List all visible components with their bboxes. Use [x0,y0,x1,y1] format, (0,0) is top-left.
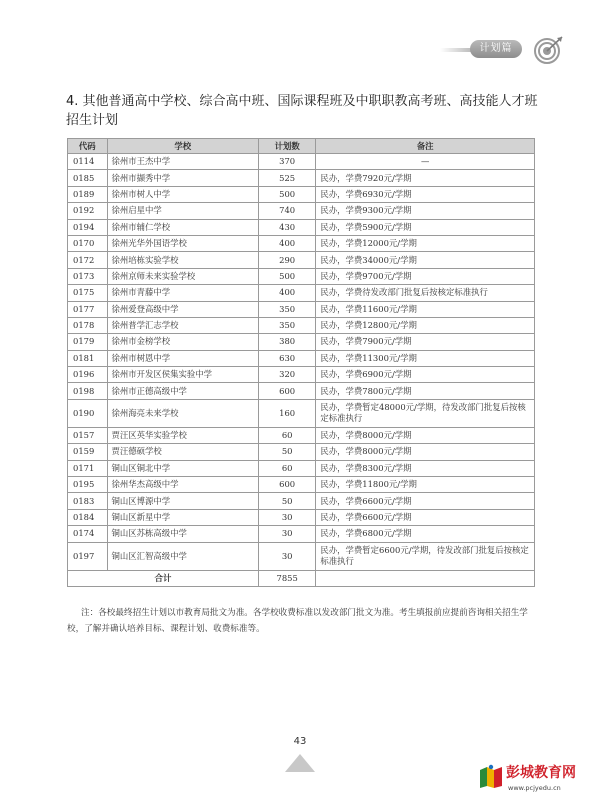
table-row [68,203,535,219]
cell-count: 500 [258,186,315,202]
cell-count: 30 [258,526,315,542]
cell-school: 徐州京师未来实验学校 [107,268,258,284]
cell-code: 0184 [68,509,108,525]
cell-code: 0174 [68,526,108,542]
column-header-code: 代码 [68,139,108,154]
cell-note: 民办，学费9700元/学期 [316,268,535,284]
cell-note: 民办，学费待发改部门批复后按核定标准执行 [316,285,535,301]
cell-school: 徐州市撷秀中学 [107,170,258,186]
cell-note: 民办，学费6800元/学期 [316,526,535,542]
table-total-row [68,570,535,586]
cell-note: 民办，学费7800元/学期 [316,383,535,399]
cell-school: 徐州爱登高级中学 [107,301,258,317]
cell-school: 铜山区汇智高级中学 [107,542,258,570]
table-row [68,186,535,202]
table-header-row [68,139,535,154]
cell-note: 民办，学费6600元/学期 [316,493,535,509]
cell-code: 0175 [68,285,108,301]
cell-note: 民办，学费34000元/学期 [316,252,535,268]
cell-code: 0197 [68,542,108,570]
column-header-count: 计划数 [258,139,315,154]
cell-note: 民办，学费7920元/学期 [316,170,535,186]
table-row [68,399,535,427]
total-count: 7855 [258,570,315,586]
cell-school: 徐州市树恩中学 [107,350,258,366]
cell-note: 民办，学费11300元/学期 [316,350,535,366]
table-row [68,367,535,383]
table-row [68,542,535,570]
table-row [68,317,535,333]
table-row [68,285,535,301]
table-row [68,383,535,399]
cell-code: 0178 [68,317,108,333]
cell-code: 0170 [68,235,108,251]
cell-school: 徐州培栋实验学校 [107,252,258,268]
cell-count: 370 [258,154,315,170]
cell-code: 0173 [68,268,108,284]
table-row [68,268,535,284]
cell-note: 民办，学费5900元/学期 [316,219,535,235]
cell-code: 0159 [68,444,108,460]
cell-code: 0195 [68,477,108,493]
watermark-title: 彭城教育网 [506,765,576,781]
cell-school: 徐州市正德高级中学 [107,383,258,399]
table-row [68,154,535,170]
table-row [68,170,535,186]
cell-note: 民办，学费9300元/学期 [316,203,535,219]
cell-count: 400 [258,285,315,301]
cell-code: 0183 [68,493,108,509]
table-row [68,235,535,251]
cell-count: 400 [258,235,315,251]
cell-school: 徐州市树人中学 [107,186,258,202]
cell-code: 0177 [68,301,108,317]
cell-code: 0198 [68,383,108,399]
cell-count: 160 [258,399,315,427]
cell-code: 0171 [68,460,108,476]
cell-school: 徐州市辅仁学校 [107,219,258,235]
footnote: 注：各校最终招生计划以市教育局批文为准。各学校收费标准以发改部门批文为准。考生填报前应提前咨询相关招生学校，了解并确认培养目标、课程计划、收费标准等。 [67,608,528,634]
cell-note: 民办，学费8000元/学期 [316,444,535,460]
target-arrow-icon [532,32,566,66]
table-row [68,334,535,350]
table-row [68,219,535,235]
cell-count: 740 [258,203,315,219]
books-logo-icon [478,764,504,790]
cell-count: 350 [258,317,315,333]
cell-note: 民办，学费8000元/学期 [316,427,535,443]
site-watermark [478,760,596,800]
cell-count: 500 [258,268,315,284]
cell-code: 0157 [68,427,108,443]
cell-count: 50 [258,444,315,460]
section-title: 4. 其他普通高中学校、综合高中班、国际课程班及中职职教高考班、高技能人才班招生计划 [66,94,538,128]
table-row [68,526,535,542]
cell-code: 0179 [68,334,108,350]
cell-school: 徐州市金榜学校 [107,334,258,350]
cell-note: 民办，学费暂定6600元/学期，待发改部门批复后按核定标准执行 [316,542,535,570]
cell-count: 30 [258,509,315,525]
column-header-note: 备注 [316,139,535,154]
cell-count: 600 [258,383,315,399]
cell-school: 徐州市王杰中学 [107,154,258,170]
cell-note: 民办，学费6930元/学期 [316,186,535,202]
cell-note: 民办，学费11600元/学期 [316,301,535,317]
table-row [68,427,535,443]
cell-school: 徐州启星中学 [107,203,258,219]
cell-school: 铜山区新星中学 [107,509,258,525]
table-row [68,477,535,493]
table-row [68,509,535,525]
cell-count: 60 [258,460,315,476]
cell-count: 350 [258,301,315,317]
cell-count: 30 [258,542,315,570]
cell-note: — [316,154,535,170]
table-row [68,444,535,460]
cell-count: 290 [258,252,315,268]
cell-note: 民办，学费6600元/学期 [316,509,535,525]
page-number: 43 [293,736,307,747]
cell-code: 0196 [68,367,108,383]
cell-note: 民办，学费8300元/学期 [316,460,535,476]
cell-code: 0194 [68,219,108,235]
cell-code: 0185 [68,170,108,186]
cell-count: 380 [258,334,315,350]
page-header [440,38,570,60]
cell-code: 0192 [68,203,108,219]
page-triangle-icon [283,752,317,774]
cell-note: 民办，学费12800元/学期 [316,317,535,333]
cell-count: 630 [258,350,315,366]
cell-note: 民办，学费6900元/学期 [316,367,535,383]
cell-note: 民办，学费暂定48000元/学期，待发改部门批复后按核定标准执行 [316,399,535,427]
table-row [68,301,535,317]
enrollment-plan-table [67,138,535,587]
table-row [68,252,535,268]
cell-code: 0189 [68,186,108,202]
cell-note: 民办，学费12000元/学期 [316,235,535,251]
cell-code: 0172 [68,252,108,268]
total-note [316,570,535,586]
cell-school: 铜山区苏栋高级中学 [107,526,258,542]
cell-count: 430 [258,219,315,235]
cell-count: 60 [258,427,315,443]
cell-school: 徐州普学汇志学校 [107,317,258,333]
column-header-school: 学校 [107,139,258,154]
cell-school: 贾汪区英华实验学校 [107,427,258,443]
cell-code: 0114 [68,154,108,170]
cell-code: 0181 [68,350,108,366]
cell-school: 徐州市青藤中学 [107,285,258,301]
cell-count: 50 [258,493,315,509]
table-row [68,460,535,476]
cell-count: 525 [258,170,315,186]
section-label: 计划篇 [470,40,522,58]
cell-count: 320 [258,367,315,383]
cell-school: 徐州光华外国语学校 [107,235,258,251]
cell-note: 民办，学费7900元/学期 [316,334,535,350]
watermark-url: www.pcjyedu.cn [508,784,561,792]
cell-school: 徐州海亮未来学校 [107,399,258,427]
cell-note: 民办，学费11800元/学期 [316,477,535,493]
table-row [68,350,535,366]
cell-code: 0190 [68,399,108,427]
cell-school: 徐州华杰高级中学 [107,477,258,493]
table-body [68,154,535,571]
total-label: 合计 [68,570,259,586]
cell-school: 铜山区铜北中学 [107,460,258,476]
table-row [68,493,535,509]
cell-school: 贾汪德硕学校 [107,444,258,460]
cell-school: 徐州市开发区侯集实验中学 [107,367,258,383]
cell-school: 铜山区博源中学 [107,493,258,509]
cell-count: 600 [258,477,315,493]
